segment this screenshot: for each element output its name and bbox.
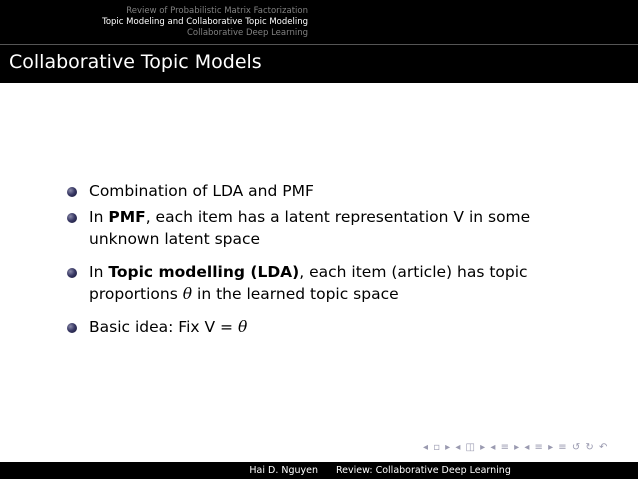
slide-title-bar	[0, 44, 638, 83]
nav-section-topic-modeling[interactable]: Topic Modeling and Collaborative Topic Modeling	[102, 17, 308, 27]
bullet-line: In Topic modelling (LDA), each item (article) has topic	[89, 263, 528, 281]
nav-section-cdl[interactable]: Collaborative Deep Learning	[186, 28, 308, 38]
bullet-icon	[67, 187, 77, 197]
bullet-line: unknown latent space	[89, 229, 261, 248]
bullet-item-2	[89, 207, 530, 250]
footer-bar	[0, 462, 638, 479]
nav-section-pmf[interactable]: Review of Probabilistic Matrix Factorization	[126, 6, 308, 16]
bullet-item-4	[89, 317, 247, 339]
footer-title: Review: Collaborative Deep Learning	[336, 465, 511, 476]
bullet-icon	[67, 213, 77, 223]
bullet-line: In PMF, each item has a latent representation V in some	[89, 208, 531, 226]
footer-author: Hai D. Nguyen	[249, 465, 318, 476]
slide-content	[0, 82, 638, 462]
bullet-item-1	[89, 181, 314, 203]
bullet-icon	[67, 268, 77, 278]
bullet-line: Combination of LDA and PMF	[89, 182, 314, 200]
beamer-navigation-symbols[interactable]: ◂ ▫ ▸ ◂ ◫ ▸ ◂ ≡ ▸ ◂ ≡ ▸ ≡ ↺ ↻ ↶	[423, 442, 609, 453]
bullet-line: Basic idea: Fix V = θ	[89, 318, 248, 336]
bullet-line: proportions θ in the learned topic space	[89, 284, 399, 303]
slide-title: Collaborative Topic Models	[9, 51, 262, 73]
bullet-item-3	[89, 262, 528, 305]
section-navigation-bar	[0, 0, 638, 44]
bullet-icon	[67, 323, 77, 333]
